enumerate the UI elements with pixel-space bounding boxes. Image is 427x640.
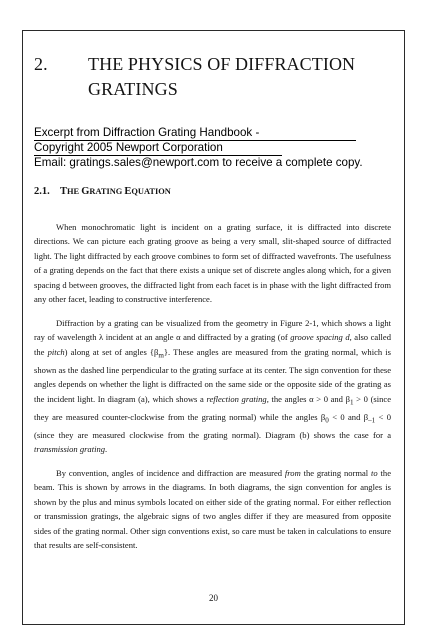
notice-line-1: Excerpt from Diffraction Grating Handbook - — [34, 126, 260, 139]
page-number: 20 — [209, 593, 218, 603]
notice-rule-1 — [34, 140, 356, 141]
section-heading — [34, 186, 171, 197]
paragraph-2: Diffraction by a grating can be visualized from the geometry in Figure 2-1, which shows a light ray of wavelength λ incident at an angle α and diffracted by a grating (of groove spacing d, also called the pitch) along at set of angles $\{\beta_m\}$. These angles are measured from the grating normal, which is shown as the dashed line perpendicular to the grating surface at its center. The sign convention for these angles depends on whether the light is diffracted on the same side or the opposite side of the grating as the incident light. In diagram (a), which shows a reflection grating, the angles α > 0 and $\beta_1 > 0$ (since they are measured counter-clockwise from the grating normal) while the angles $\beta_0 < 0$ and $\beta_{-1} < 0$ (since they are measured clockwise from the grating normal). Diagram (b) shows the case for a transmission grating. — [34, 317, 392, 455]
paragraph-3: By convention, angles of incidence and diffraction are measured from the grating normal to the beam. This is shown by arrows in the diagrams. In both diagrams, the sign convention for angles is shown by the plus and minus symbols located on either side of the grating normal. For either reflection or transmission gratings, the algebraic signs of two angles differ if they are measured from opposite sides of the grating normal. Other sign conventions exist, so care must be taken in calculations to ensure that results are self-consistent. — [34, 467, 391, 551]
section-number: 2.1. — [34, 186, 50, 197]
copyright-notice — [34, 126, 387, 170]
chapter-title: THE PHYSICS OF DIFFRACTION GRATINGS — [88, 54, 356, 99]
chapter-number: 2. — [34, 54, 48, 74]
paragraph-1: When monochromatic light is incident on a grating surface, it is diffracted into discrete directions. We can picture each grating groove as being a very small, slit-shaped source of diffracted light. The light diffracted by each groove combines to form set of diffracted wavefronts. The usefulness of a grating depends on the fact that there exists a unique set of discrete angles along which, for a given spacing d between grooves, the diffracted light from each facet is in phase with the light diffracted from any other facet, leading to constructive interference. — [34, 222, 391, 305]
notice-line-3: Email: gratings.sales@newport.com to receive a complete copy. — [34, 155, 363, 169]
section-title: THE GRATING EQUATION — [60, 186, 171, 197]
notice-rule-2 — [34, 155, 282, 156]
notice-line-2: Copyright 2005 Newport Corporation — [34, 140, 223, 154]
body-text — [34, 220, 391, 562]
